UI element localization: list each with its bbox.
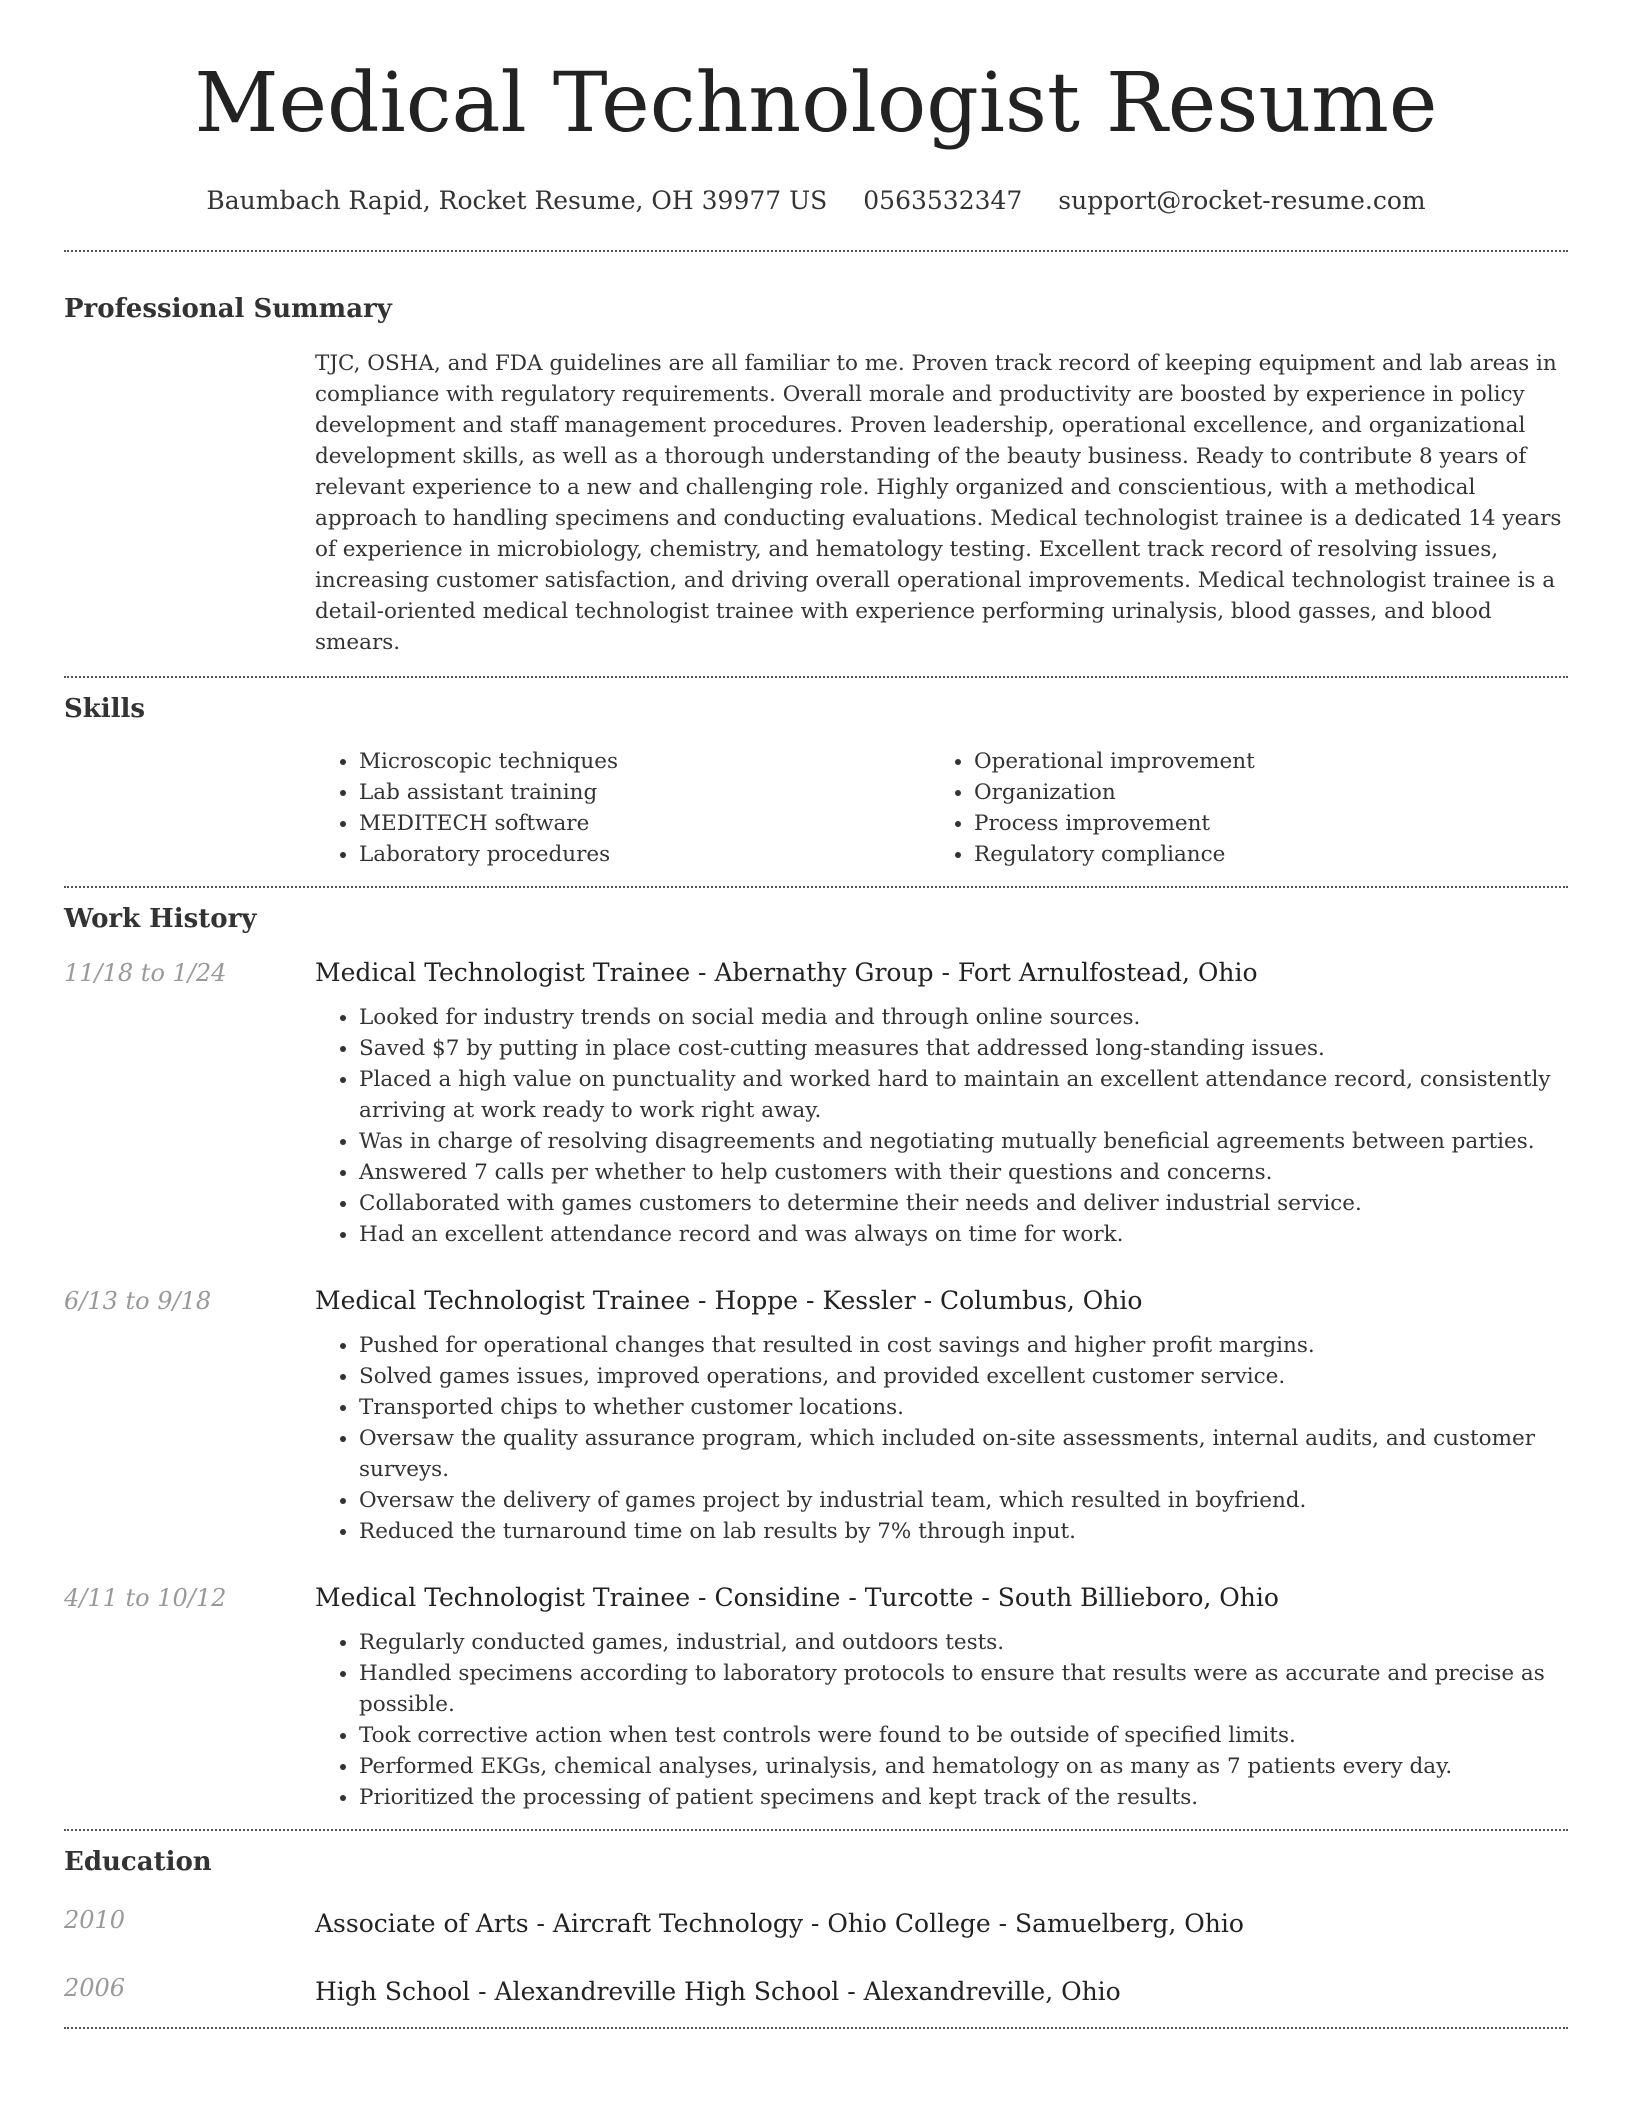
summary-section <box>64 252 1568 658</box>
education-year: 2006 <box>64 1974 126 2002</box>
section-title-skills: Skills <box>64 694 146 724</box>
skills-list-left <box>315 746 930 870</box>
section-title-work: Work History <box>64 904 257 934</box>
section-title-summary: Professional Summary <box>64 294 392 324</box>
education-title: Associate of Arts - Aircraft Technology - Ohio College - Samuelberg, Ohio <box>315 1909 1244 1938</box>
job-bullet: • Answered 7 calls per whether to help customers with their questions and concerns. <box>359 1157 1568 1188</box>
skills-list-right <box>930 746 1545 870</box>
job-body <box>315 1284 1568 1547</box>
job-dates: 11/18 to 1/24 <box>64 959 227 987</box>
skills-section <box>64 678 1568 870</box>
job-bullet: • Regularly conducted games, industrial, and outdoors tests. <box>359 1627 1568 1658</box>
resume-page <box>64 0 1568 2029</box>
job-body <box>315 1581 1568 1813</box>
job-bullet: • Reduced the turnaround time on lab results by 7% through input. <box>359 1516 1568 1547</box>
education-title: High School - Alexandreville High School - Alexandreville, Ohio <box>315 1977 1121 2006</box>
skill-item: • Microscopic techniques <box>359 746 930 777</box>
job-entry <box>64 1284 1568 1547</box>
education-section <box>64 1831 1568 2013</box>
skill-item: • Lab assistant training <box>359 777 930 808</box>
job-title: Medical Technologist Trainee - Abernathy Group - Fort Arnulfostead, Ohio <box>315 958 1258 987</box>
skill-item: • Laboratory procedures <box>359 839 930 870</box>
job-dates: 6/13 to 9/18 <box>64 1287 212 1315</box>
job-bullets <box>315 1002 1568 1250</box>
job-entry <box>64 956 1568 1250</box>
job-title: Medical Technologist Trainee - Considine - Turcotte - South Billieboro, Ohio <box>315 1583 1279 1612</box>
job-bullets <box>315 1330 1568 1547</box>
job-bullet: • Prioritized the processing of patient specimens and kept track of the results. <box>359 1782 1568 1813</box>
resume-title: Medical Technologist Resume <box>194 56 1438 151</box>
job-bullet: • Saved $7 by putting in place cost-cutting measures that addressed long-standing issues. <box>359 1033 1568 1064</box>
job-bullet: • Performed EKGs, chemical analyses, urinalysis, and hematology on as many as 7 patients every day. <box>359 1751 1568 1782</box>
section-title-education: Education <box>64 1847 212 1877</box>
job-bullet: • Had an excellent attendance record and was always on time for work. <box>359 1219 1568 1250</box>
education-entry <box>64 1903 1568 1945</box>
job-bullet: • Pushed for operational changes that resulted in cost savings and higher profit margins. <box>359 1330 1568 1361</box>
summary-text: TJC, OSHA, and FDA guidelines are all familiar to me. Proven track record of keeping equipment and lab areas in compliance with regulatory requirements. Overall morale and productivity are boosted by experience in policy development and staff management procedures. Proven leadership, operational excellence, and organizational development skills, as well as a thorough understanding of the beauty business. Ready to contribute 8 years of relevant experience to a new and challenging role. Highly organized and conscientious, with a methodical approach to handling specimens and conducting evaluations. Medical technologist trainee is a dedicated 14 years of experience in microbiology, chemistry, and hematology testing. Excellent track record of resolving issues, increasing customer satisfaction, and driving overall operational improvements. Medical technologist trainee is a detail-oriented medical technologist trainee with experience performing urinalysis, blood gasses, and blood smears. <box>315 351 1562 655</box>
education-year: 2010 <box>64 1906 126 1934</box>
job-title: Medical Technologist Trainee - Hoppe - Kessler - Columbus, Ohio <box>315 1286 1143 1315</box>
job-bullet: • Was in charge of resolving disagreements and negotiating mutually beneficial agreements between parties. <box>359 1126 1568 1157</box>
job-bullet: • Oversaw the delivery of games project by industrial team, which resulted in boyfriend. <box>359 1485 1568 1516</box>
skill-item: • Operational improvement <box>974 746 1545 777</box>
education-entry <box>64 1971 1568 2013</box>
job-bullet: • Solved games issues, improved operations, and provided excellent customer service. <box>359 1361 1568 1392</box>
job-entry <box>64 1581 1568 1813</box>
contact-line <box>64 184 1568 218</box>
job-body <box>315 956 1568 1250</box>
job-bullet: • Handled specimens according to laboratory protocols to ensure that results were as accurate and precise as possible. <box>359 1658 1568 1720</box>
skill-item: • Regulatory compliance <box>974 839 1545 870</box>
skill-item: • Organization <box>974 777 1545 808</box>
job-bullet: • Transported chips to whether customer locations. <box>359 1392 1568 1423</box>
job-dates: 4/11 to 10/12 <box>64 1584 227 1612</box>
job-bullets <box>315 1627 1568 1813</box>
job-bullet: • Collaborated with games customers to determine their needs and deliver industrial service. <box>359 1188 1568 1219</box>
job-bullet: • Placed a high value on punctuality and worked hard to maintain an excellent attendance record, consistently arriving at work ready to work right away. <box>359 1064 1568 1126</box>
job-bullet: • Looked for industry trends on social media and through online sources. <box>359 1002 1568 1033</box>
contact-address: Baumbach Rapid, Rocket Resume, OH 39977 US <box>206 186 828 215</box>
skill-item: • MEDITECH software <box>359 808 930 839</box>
skills-columns <box>315 746 1568 870</box>
skill-item: • Process improvement <box>974 808 1545 839</box>
divider <box>64 2027 1568 2029</box>
work-section <box>64 888 1568 1813</box>
job-bullet: • Took corrective action when test controls were found to be outside of specified limits. <box>359 1720 1568 1751</box>
job-bullet: • Oversaw the quality assurance program, which included on-site assessments, internal audits, and customer surveys. <box>359 1423 1568 1485</box>
contact-email: support@rocket-resume.com <box>1058 186 1426 215</box>
contact-phone: 0563532347 <box>863 186 1023 215</box>
